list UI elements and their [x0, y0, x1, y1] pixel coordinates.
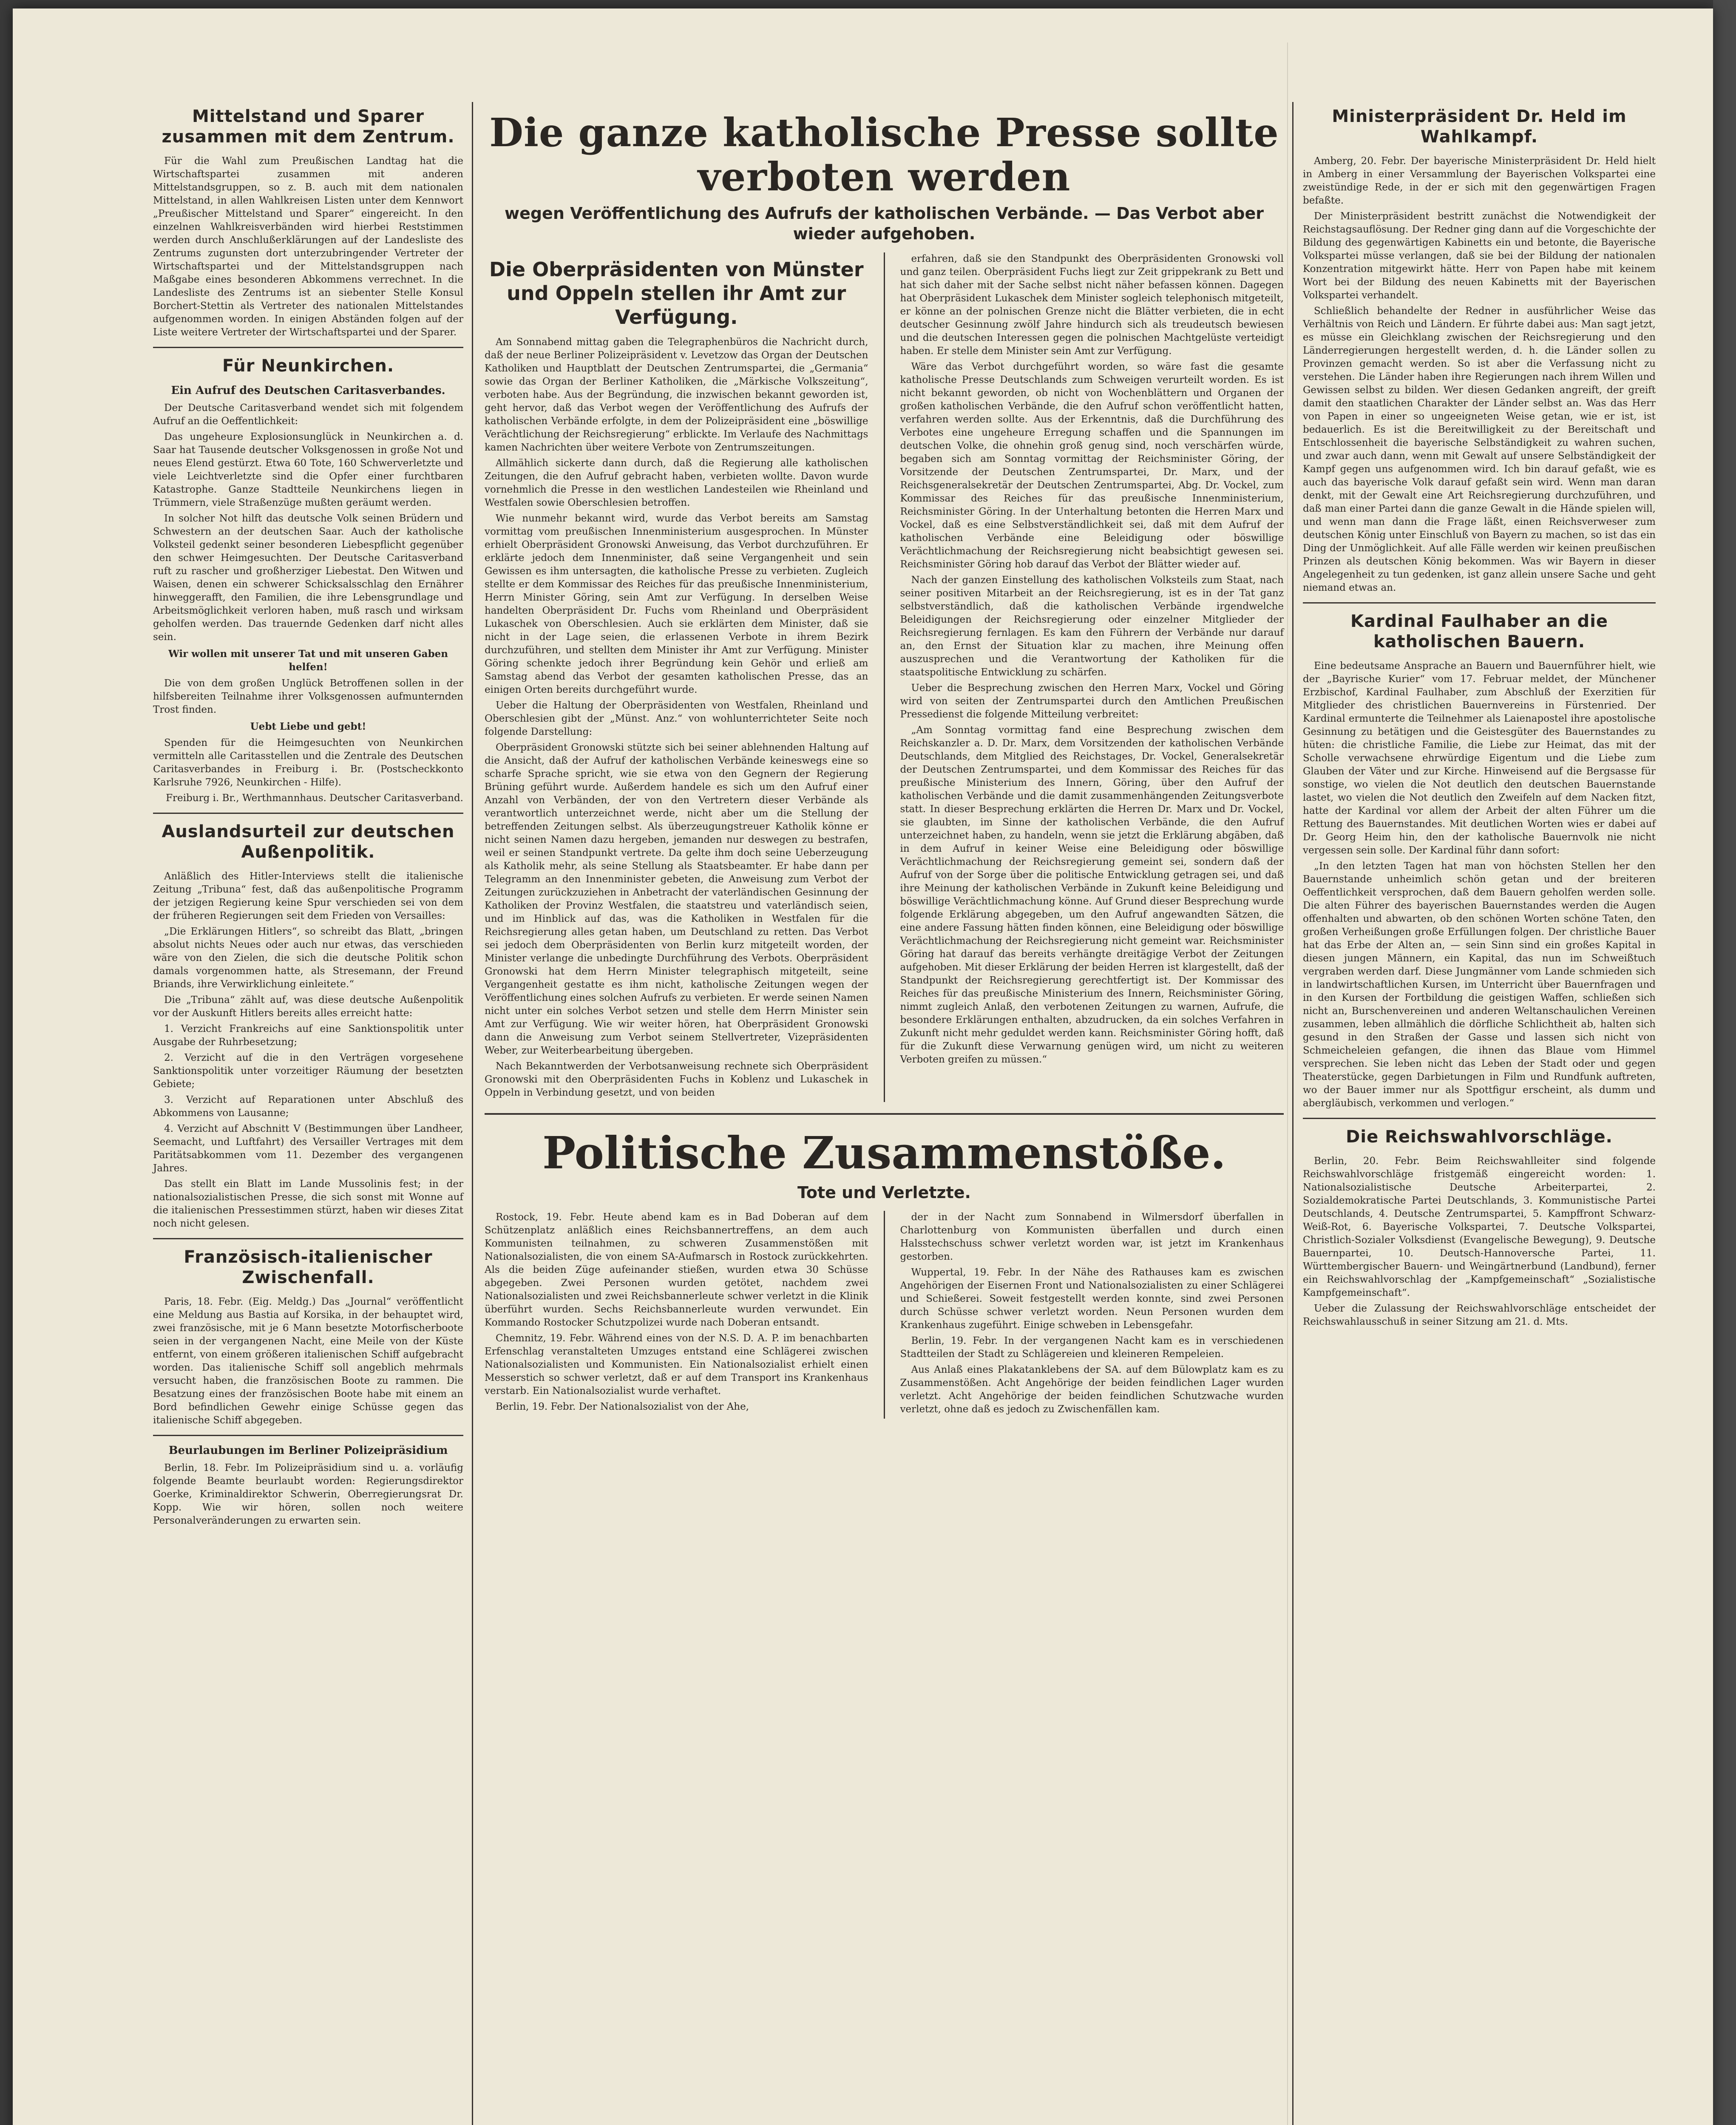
- newspaper-page: [13, 8, 1713, 2125]
- article-paragraph: 3. Verzicht auf Reparationen unter Abschluß des Abkommens von Lausanne;: [153, 1094, 463, 1119]
- article-paragraph: Die von dem großen Unglück Betroffenen sollen in der hilfsbereiten Teilnahme ihrer Volksgenossen aufmunternden Trost finden.: [153, 678, 463, 715]
- article-paragraph: Die „Tribuna“ zählt auf, was diese deutsche Außenpolitik vor der Auskunft Hitlers bereits alles erreicht hatte:: [153, 994, 463, 1019]
- scan-edge: [1713, 0, 1736, 2125]
- headline-mittelstand: Mittelstand und Sparer zusammen mit dem Zentrum.: [162, 107, 455, 147]
- article-paragraph: Berlin, 19. Febr. In der vergangenen Nacht kam es in verschiedenen Stadtteilen der Stadt zu Schlägereien und kleineren Rempeleien.: [900, 1335, 1284, 1360]
- article-paragraph: Ueber die Besprechung zwischen den Herren Marx, Vockel und Göring wird von seiten der Zentrumspartei durch den Amtlichen Preußischen Pressedienst die folgende Mitteilung verbreitet:: [900, 683, 1284, 720]
- main-article-col-1: [485, 252, 868, 1102]
- article-paragraph: „Am Sonntag vormittag fand eine Besprechung zwischen dem Reichskanzler a. D. Dr. Marx, dem Vorsitzenden der katholischen Verbände Deutschlands, dem Mitglied des Reichstages, Dr. Vockel, Generalsekretär der Deutschen Zentrumspartei, und dem Kommissar des Reiches für das preußische Ministerium des Innern, Göring, über den Aufruf der katholischen Verbände und die damit zusammenhängenden Zeitungsverbote statt. In dieser Besprechung erklärten die Herren Dr. Marx und Dr. Vockel, sie glaubten, im Sinne der katholischen Verbände, die den Aufruf unterzeichnet haben, zu handeln, wenn sie jetzt die Erklärung abgäben, daß in dem Aufruf in keiner Weise eine Beleidigung oder böswillige Verächtlichmachung der Reichsregierung gemeint sei, sondern daß der Aufruf von der Sorge über die politische Entwicklung getragen sei, und daß ihre Meinung der katholischen Verbände in Zukunft keine Beleidigung und böswillige Verächtlichmachung könne. Auf Grund dieser Besprechung wurde folgende Erklärung abgegeben, um den Aufruf angewandten Sätzen, die eine andere Fassung hätten finden können, eine Beleidigung oder böswillige Verächtlichmachung der Reichsregierung nicht gemeint war. Reichsminister Göring hat darauf das bereits verhängte dreitägige Verbot der Zeitungen aufgehoben. Mit dieser Erklärung der beiden Herren ist klargestellt, daß der Standpunkt der Reichsregierung gerechtfertigt ist. Der Kommissar des Reiches für das preußische Ministerium des Innern, Reichsminister Göring, nimmt zugleich Anlaß, den verbotenen Zeitungen zu warnen, Aufrufe, die besondere Erklärungen enthalten, abzudrucken, da ein solches Verfahren in Zukunft nicht mehr geduldet werden kann. Reichsminister Göring hofft, daß für die Zukunft diese Verwarnung genügen wird, um nicht zu weiteren Verboten greifen zu müssen.“: [900, 725, 1284, 1065]
- article-paragraph: Das stellt ein Blatt im Lande Mussolinis fest; in der nationalsozialistischen Presse, die sich sonst mit Wonne auf die italienischen Pressestimmen stürzt, haben wir dieses Zitat noch nicht gelesen.: [153, 1179, 463, 1229]
- main-article-col-2: [900, 252, 1284, 1102]
- appeal-emphasis: Wir wollen mit unserer Tat und mit unseren Gaben helfen!: [168, 648, 448, 673]
- article-paragraph: Chemnitz, 19. Febr. Während eines von der N.S. D. A. P. im benachbarten Erfenschlag veranstalteten Umzuges entstand eine Schlägerei zwischen Nationalsozialisten und Kommunisten. Ein Nationalsozialist erhielt einen Messerstich so schwer verletzt, daß er auf dem Transport ins Krankenhaus verstarb. Ein Nationalsozialist wurde verhaftet.: [485, 1333, 868, 1397]
- page-fold: [1287, 42, 1288, 2125]
- article-paragraph: 4. Verzicht auf Abschnitt V (Bestimmungen über Landheer, Seemacht, und Luftfahrt) des Versailler Vertrages mit dem Paritätsabkommen vom 11. Dezember des vergangenen Jahres.: [153, 1123, 463, 1174]
- headline-held: Ministerpräsident Dr. Held im Wahlkampf.: [1332, 107, 1627, 147]
- headline-neunkirchen: Für Neunkirchen.: [222, 356, 394, 376]
- divider: [1303, 602, 1656, 604]
- column-rule-left: [472, 102, 473, 2125]
- zusammenstoesse-subheadline: Tote und Verletzte.: [797, 1183, 971, 1202]
- divider: [1303, 1118, 1656, 1119]
- article-paragraph: Eine bedeutsame Ansprache an Bauern und Bauernführer hielt, wie der „Bayrische Kurier“ vom 17. Februar meldet, der Münchener Erzbischof, Kardinal Faulhaber, zum Abschluß der Exerzitien für Mitglieder des christlichen Bauernvereins in Fürstenried. Der Kardinal ermunterte die Teilnehmer als Laienapostel ihre apostolische Gesinnung zu betätigen und die Geistesgüter des Bauernstandes zu hüten: die christliche Familie, die Liebe zur Heimat, das mit der Scholle verwachsene ehrwürdige Eigentum und die Liebe zum Glauben der Väter und zur Kirche. Hinweisend auf die Bergsasse für sonstige, wo vielen die Not deutlich den deutschen Bauernstande lastet, wo vielen die Not deutlich den Zweifeln auf dem Nacken fitzt, hatte der Kardinal vor allem der Arbeit der alten Führer um die Rettung des Bauernstandes. Mit deutlichen Worten wies er dabei auf Dr. Georg Heim hin, den der katholische Bauernvolk nie nicht vergessen sein solle. Der Kardinal führ dann sofort:: [1303, 660, 1656, 856]
- appeal-motto: Uebt Liebe und gebt!: [250, 721, 366, 732]
- article-paragraph: Spenden für die Heimgesuchten von Neunkirchen vermitteln alle Caritasstellen und die Zentrale des Deutschen Caritasverbandes in Freiburg i. Br. (Postscheckkonto Karlsruhe 7926, Neunkirchen - Hilfe).: [153, 737, 463, 788]
- inner-rule-2: [884, 1211, 885, 1419]
- article-paragraph: 2. Verzicht auf die in den Verträgen vorgesehene Sanktionspolitik unter vorzeitiger Räumung der besetzten Gebiete;: [153, 1052, 463, 1090]
- article-paragraph: Das ungeheure Explosionsunglück in Neunkirchen a. d. Saar hat Tausende deutscher Volksgenossen in große Not und neues Elend gestürzt. Etwa 60 Tote, 160 Schwerverletzte und viele Leichtverletzte sind die Opfer einer furchtbaren Katastrophe. Ganze Stadtteile Neunkirchens liegen in Trümmern, viele Straßenzüge mußten geräumt werden.: [153, 431, 463, 508]
- article-paragraph: Nach Bekanntwerden der Verbotsanweisung rechnete sich Oberpräsident Gronowski mit den Oberpräsidenten Fuchs in Koblenz und Lukaschek in Oppeln in Verbindung gesetzt, und von beiden: [485, 1061, 868, 1098]
- zusammenstoesse-col-1: [485, 1211, 868, 1419]
- main-subheadline: wegen Veröffentlichung des Aufrufs der katholischen Verbände. — Das Verbot aber wieder aufgehoben.: [504, 204, 1264, 243]
- divider: [153, 347, 463, 348]
- article-paragraph: Schließlich behandelte der Redner in ausführlicher Weise das Verhältnis von Reich und Ländern. Er führte dabei aus: Man sagt jetzt, es müsse ein Gleichklang zwischen der Reichsregierung und den Länderregierungen hergestellt werden, d. h. die Länder sollen zu Provinzen gemacht werden. So ist aber die Verfassung nicht zu verstehen. Die Länder haben ihre Regierungen nach ihrem Willen und Gewissen selbst zu bilden. Wer diesen Gedanken angreift, der greift damit den staatlichen Charakter der Länder selbst an. Was das Herr von Papen in einer so ungeeigneten Weise getan, wie er ist, ist bedauerlich. Es ist die Bereitwilligkeit zu der Bereitschaft und Entschlossenheit die bayerische Selbständigkeit zu wahren suchen, und zwar auch dann, wenn mit Gewalt auf unsere Selbständigkeit der Kampf gegen uns aufgenommen wird. Ich bin darauf gefaßt, wie es auch das bayerische Volk darauf gefaßt sein wird. Wenn man daran denkt, mit der Gewalt eine Art Reichsregierung durchzuführen, und daß man einer Partei dann die ganze Gewalt in die Hände spielen will, und wenn man dann die Frage läßt, einen Reichsverweser zum deutschen König unter Einschluß von Bayern zu machen, so ist das ein Ding der Unmöglichkeit. Auf alle Fälle werden wir keinen preußischen Prinzen als deutschen König bekommen. Was wir Bayern in dieser Angelegenheit zu tun gedenken, ist ganz allein unsere Sache und geht niemand etwas an.: [1303, 306, 1656, 593]
- zusammenstoesse-headline: Politische Zusammenstöße.: [542, 1127, 1226, 1179]
- inner-rule: [884, 252, 885, 1102]
- article-paragraph: Wäre das Verbot durchgeführt worden, so wäre fast die gesamte katholische Presse Deutschlands zum Schweigen verurteilt worden. Es ist nicht bekannt geworden, ob nicht von Wochenblättern und Organen der großen katholischen Verbände, die den Aufruf schon veröffentlicht hatten, verfahren werden sollte. Aus der Erkenntnis, daß die Durchführung des Verbotes eine ungeheure Erregung schaffen und die Spannungen im deutschen Volke, die ohnehin groß genug sind, noch verschärfen würde, begaben sich am Sonntag vormittag der Reichsminister Göring, der Vorsitzende der Deutschen Zentrumspartei, Dr. Marx, und der Reichsgeneralsekretär der Deutschen Zentrumspartei, Abg. Dr. Vockel, zum Kommissar des Reiches für das preußische Innenministerium, Reichsminister Göring. In der Unterhaltung betonten die Herren Marx und Vockel, daß es eine Selbstverständlichkeit sei, daß mit dem Aufruf der katholischen Verbände eine Beleidigung oder böswillige Verächtlichmachung der Reichsregierung nicht beabsichtigt gewesen sei. Reichsminister Göring hob darauf das Verbot der Blätter wieder auf.: [900, 361, 1284, 570]
- article-paragraph: Wie nunmehr bekannt wird, wurde das Verbot bereits am Samstag vormittag vom preußischen Innenministerium ausgesprochen. In Münster erhielt Oberpräsident Gronowski Anweisung, das Verbot durchzuführen. Er erklärte jedoch dem Innenminister, daß seine Vergangenheit und sein Gewissen es ihm untersagten, die katholische Presse zu verbieten. Zugleich stellte er dem Kommissar des Reiches für das preußische Innenministerium, Herrn Minister Göring, sein Amt zur Verfügung. In derselben Weise handelten Oberpräsident Dr. Fuchs vom Rheinland und Oberpräsident Lukaschek von Oberschlesien. Auch sie erklärten dem Minister, daß sie nicht in der Lage seien, die erlassenen Verbote in ihrem Bezirk durchzuführen, und stellten dem Minister ihr Amt zur Verfügung. Minister Göring schenkte jedoch ihrer Begründung kein Gehör und erließ am Samstag abend das Verbot der gesamten katholischen Presse, das an einigen Orten bereits durchgeführt wurde.: [485, 513, 868, 695]
- divider: [153, 813, 463, 814]
- article-paragraph: Anläßlich des Hitler-Interviews stellt die italienische Zeitung „Tribuna“ fest, daß das außenpolitische Programm der jetzigen Regierung keine Spur verschieden sei von dem der früheren Regierungen seit dem Frieden von Versailles:: [153, 871, 463, 921]
- article-paragraph: Für die Wahl zum Preußischen Landtag hat die Wirtschaftspartei zusammen mit anderen Mittelstandsgruppen, so z. B. auch mit dem nationalen Mittelstand, in allen Wahlkreisen Listen unter dem Kennwort „Preußischer Mittelstand und Sparer“ eingereicht. In den einzelnen Wahlkreisverbänden wird hierbei Reststimmen werden durch Anschlußerklärungen auf der Landesliste des Zentrums zugunsten dort unterzubringender Vertreter der Wirtschaftspartei und der Mittelstandsgruppen nach Maßgabe eines besonderen Abkommens verrechnet. In die Landesliste des Zentrums ist an siebenter Stelle Konsul Borchert-Stettin als Vertreter des nationalen Mittelstandes aufgenommen worden. In einigen Abständen folgen auf der Liste weitere Vertreter der Wirtschaftspartei und der Sparer.: [153, 156, 463, 338]
- article-paragraph: Am Sonnabend mittag gaben die Telegraphenbüros die Nachricht durch, daß der neue Berliner Polizeipräsident v. Levetzow das Organ der Deutschen Katholiken und Hauptblatt der Deutschen Zentrumspartei, die „Germania“ sowie das Organ der Berliner Katholiken, die „Märkische Volkszeitung“, verboten habe. Aus der Begründung, die inzwischen bekannt geworden ist, geht hervor, daß das Verbot wegen der Veröffentlichung des Aufrufs der katholischen Verbände erfolgte, in dem der Polizeipräsident eine „böswillige Verächtlichung der Reichsregierung“ erblickte. Im Verlaufe des Nachmittags kamen Nachrichten über weitere Verbote von Zentrumszeitungen.: [485, 337, 868, 453]
- divider: [153, 1238, 463, 1239]
- right-column: [1303, 102, 1656, 1331]
- article-paragraph: Ueber die Zulassung der Reichswahlvorschläge entscheidet der Reichswahlausschuß in seiner Sitzung am 21. d. Mts.: [1303, 1303, 1656, 1327]
- zusammenstoesse-body: [485, 1211, 1284, 1419]
- article-paragraph: Aus Anlaß eines Plakatanklebens der SA. auf dem Bülowplatz kam es zu Zusammenstößen. Acht Angehörige der beiden feindlichen Lager wurden verletzt. Acht Angehörige der beiden feindlichen Schutzwache wurden verletzt, ohne daß es jedoch zu Zwischenfällen kam.: [900, 1364, 1284, 1415]
- article-paragraph: Rostock, 19. Febr. Heute abend kam es in Bad Doberan auf dem Schützenplatz anläßlich eines Reichsbannertreffens, an dem auch Kommunisten teilnahmen, zu schweren Zusammenstößen mit Nationalsozialisten, die von einem SA-Aufmarsch in Rostock zurückkehrten. Als die beiden Züge aufeinander stießen, wurden etwa 30 Schüsse abgegeben. Zwei Personen wurden getötet, nachdem zwei Nationalsozialisten und zwei Reichsbannerleute schwer verletzt in die Klinik überführt wurden. Sechs Reichsbannerleute wurden verwundet. Ein Kommando Rostocker Schutzpolizei wurde nach Doberan entsandt.: [485, 1212, 868, 1328]
- article-paragraph: „In den letzten Tagen hat man von höchsten Stellen her den Bauernstande unheimlich schön getan und der breiteren Oeffentlichkeit versprochen, daß dem Bauern geholfen werden solle. Die alten Führer des bayerischen Bauernstandes werden die Augen offenhalten und abwarten, ob den schönen Worten schöne Taten, den großen Verheißungen große Erfüllungen folgen. Der christliche Bauer hat das Erbe der Alten an, — sein Sinn sind ein großes Kapital in diesen jungen Männern, ein Kapital, das nun im Schweißtuch vergraben werden darf. Diese Jungmänner vom Lande schmieden sich in landwirtschaftlichen Kursen, im Unterricht über Bauernfragen und in den Kursen der Fortbildung die geistigen Waffen, schließen sich nicht an, Burschenvereinen und anderen Weltanschaulichen Vereinen zusammen, leben allmählich die dörfliche Schlichtheit ab, halten sich gesund in den Straßen der Gasse und lassen sich nicht von Schmeicheleien gefangen, die ihnen das Blaue vom Himmel versprechen. Sie leben nicht das Leben der Stadt oder und gegen Theaterstücke, gegen Darbietungen in Film und Rundfunk auftreten, wo der Bauer immer nur als Spottfigur erscheint, als dumm und abergläubisch, verkommen und verlogen.“: [1303, 861, 1656, 1109]
- article-paragraph: Der Deutsche Caritasverband wendet sich mit folgendem Aufruf an die Oeffentlichkeit:: [153, 402, 463, 427]
- headline-faulhaber: Kardinal Faulhaber an die katholischen Bauern.: [1350, 612, 1608, 652]
- article-paragraph: Nach der ganzen Einstellung des katholischen Volksteils zum Staat, nach seiner positiven Mitarbeit an der Reichsregierung, ist es in der Tat ganz selbstverständlich, daß die katholischen Verbände irgendwelche Beleidigungen der Reichsregierung oder einzelner Mitglieder der Reichsregierung fernlagen. Es kam den Führern der Verbände nur darauf an, den Ernst der Situation klar zu machen, ihre Meinung offen auszusprechen und die Verantwortung der Katholiken für die staatspolitische Entwicklung zu schärfen.: [900, 575, 1284, 678]
- article-paragraph: erfahren, daß sie den Standpunkt des Oberpräsidenten Gronowski voll und ganz teilen. Oberpräsident Fuchs liegt zur Zeit grippekrank zu Bett und hat sich daher mit der Sache selbst nicht näher befassen können. Dagegen hat Oberpräsident Lukaschek dem Minister sogleich telephonisch mitgeteilt, er könne an der polnischen Grenze nicht die Blätter verbieten, die in echt deutscher Gesinnung zwölf Jahre hindurch sich als treudeutsch bewiesen und die deutschen Interessen gegen die polnischen Machtgelüste verteidigt haben. Er stelle dem Minister sein Amt zur Verfügung.: [900, 253, 1284, 357]
- headline-auslandsurteil: Auslandsurteil zur deutschen Außenpolitik.: [162, 822, 455, 862]
- headline-reichswahlvorschlaege: Die Reichswahlvorschläge.: [1346, 1127, 1613, 1147]
- divider: [153, 1435, 463, 1436]
- article-paragraph: Allmählich sickerte dann durch, daß die Regierung alle katholischen Zeitungen, die den Aufruf gebracht haben, verbieten wollte. Davon wurde vornehmlich die Presse in den westlichen Landesteilen wie Rheinland und Westfalen sowie Oberschlesien betroffen.: [485, 458, 868, 508]
- article-paragraph: In solcher Not hilft das deutsche Volk seinen Brüdern und Schwestern an der deutschen Saar. Auch der katholische Volksteil gedenkt seiner besonderen Liebespflicht gegenüber den schwer Heimgesuchten. Der Deutsche Caritasverband ruft zu rascher und großherziger Liebestat. Den Witwen und Waisen, denen ein schwerer Schicksalsschlag den Ernährer hinweggerafft, den Familien, die ihre Lebensgrundlage und Arbeitsmöglichkeit verloren haben, muß rasch und wirksam geholfen werden. Das trauernde Gedenken darf nicht alles sein.: [153, 513, 463, 643]
- headline-beurlaubungen: Beurlaubungen im Berliner Polizeipräsidium: [168, 1444, 448, 1457]
- article-paragraph: Amberg, 20. Febr. Der bayerische Ministerpräsident Dr. Held hielt in Amberg in einer Versammlung der Bayerischen Volkspartei eine zweistündige Rede, in der er sich mit den gegenwärtigen Fragen befaßte.: [1303, 156, 1656, 206]
- article-paragraph: „Die Erklärungen Hitlers“, so schreibt das Blatt, „bringen absolut nichts Neues oder auch nur etwas, das verschieden wäre von den Zielen, die sich die deutsche Politik schon damals vorgenommen hatte, als Stresemann, der Freund Briands, ihre Verwirklichung einleitete.“: [153, 926, 463, 990]
- article-paragraph: Der Ministerpräsident bestritt zunächst die Notwendigkeit der Reichstagsauflösung. Der Redner ging dann auf die Vorgeschichte der Bildung des gegenwärtigen Kabinetts ein und betonte, die Bayerische Volkspartei müsse verlangen, daß sie bei der Bildung der nationalen Konzentration mitgewirkt hätte. Herr von Papen habe mit keinem Wort bei der Bildung des neuen Kabinetts mit der Bayerischen Volkspartei verhandelt.: [1303, 211, 1656, 301]
- main-article-body: [485, 252, 1284, 1102]
- column-rule-right: [1292, 102, 1293, 2125]
- main-headline: Die ganze katholische Presse sollte verboten werden: [489, 110, 1279, 200]
- article-paragraph: Wuppertal, 19. Febr. In der Nähe des Rathauses kam es zwischen Angehörigen der Eisernen Front und Nationalsozialisten zu einer Schlägerei und Schießerei. Soweit festgestellt werden konnte, sind zwei Personen durch Schüsse schwer verletzt worden. Neun Personen wurden dem Krankenhaus zugeführt. Einige schweben in Lebensgefahr.: [900, 1267, 1284, 1331]
- oberpraesidenten-headline: Die Oberpräsidenten von Münster und Oppeln stellen ihr Amt zur Verfügung.: [489, 258, 864, 329]
- headline-zwischenfall: Französisch-italienischer Zwischenfall.: [184, 1247, 433, 1287]
- article-paragraph: Berlin, 18. Febr. Im Polizeipräsidium sind u. a. vorläufig folgende Beamte beurlaubt worden: Regierungsdirektor Goerke, Kriminaldirektor Schwerin, Oberregierungsrat Dr. Kopp. Wie wir hören, sollen noch weitere Personalveränderungen zu erwarten sein.: [153, 1462, 463, 1526]
- article-paragraph: 1. Verzicht Frankreichs auf eine Sanktionspolitik unter Ausgabe der Ruhrbesetzung;: [153, 1023, 463, 1048]
- article-paragraph: Berlin, 19. Febr. Der Nationalsozialist von der Ahe,: [496, 1401, 749, 1412]
- article-paragraph: Berlin, 20. Febr. Beim Reichswahlleiter sind folgende Reichswahlvorschläge fristgemäß eingereicht worden: 1. Nationalsozialistische Deutsche Arbeiterpartei, 2. Sozialdemokratische Partei Deutschlands, 3. Kommunistische Partei Deutschlands, 4. Deutsche Zentrumspartei, 5. Kampffront Schwarz-Weiß-Rot, 6. Bayerische Volkspartei, 7. Deutsche Volkspartei, Christlich-Sozialer Volksdienst (Evangelische Bewegung), 9. Deutsche Bauernpartei, 10. Deutsch-Hannoversche Partei, 11. Württembergischer Bauern- und Weingärtnerbund (Landbund), ferner ein Reichswahlvorschlag der „Kampfgemeinschaft“ „Sozialistische Kampfgemeinschaft“.: [1303, 1156, 1656, 1298]
- zusammenstoesse-col-2: [900, 1211, 1284, 1419]
- article-paragraph: Paris, 18. Febr. (Eig. Meldg.) Das „Journal“ veröffentlicht eine Meldung aus Bastia auf Korsika, in der behauptet wird, zwei französische, mit je 6 Mann besetzte Motorfischerboote seien in der vergangenen Nacht, eine Meile von der Küste entfernt, von einem größeren italienischen Schiff aufgebracht worden. Das italienische Schiff soll angeblich mehrmals versucht haben, die französischen Boote zu rammen. Die Besatzung eines der französischen Boote habe mit einem an Bord befindlichen Gewehr einige Schüsse gegen das italienische Schiff abgegeben.: [153, 1296, 463, 1426]
- article-paragraph: Oberpräsident Gronowski stützte sich bei seiner ablehnenden Haltung auf die Ansicht, daß der Aufruf der katholischen Verbände keineswegs eine so scharfe Sprache spricht, wie sie etwa von den Gegnern der Regierung Brüning geführt wurde. Außerdem handele es sich um den Aufruf einer Anzahl von Verbänden, der von den Vertretern dieser Verbände als verantwortlich unterzeichnet werde, nicht aber um die Stellung der betreffenden Zeitungen selbst. Als überzeugungstreuer Katholik könne er nicht seinen Namen dazu hergeben, jemanden nur deswegen zu bestrafen, weil er seinen Standpunkt vertrete. Da gelte ihm doch seine Ueberzeugung als Katholik mehr, als seine Stellung als Staatsbeamter. Er habe dann per Telegramm an den Innenminister gebeten, die Anweisung zum Verbot der Zeitungen zurückzuziehen in Anbetracht der vaterländischen Gesinnung der Katholiken der Provinz Westfalen, die staatstreu und vaterländisch seien, und im Hinblick auf das, was die Katholiken in Westfalen für die Reichsregierung alles getan haben, um Deutschland zu retten. Das Verbot sei jedoch dem Oberpräsidenten von Berlin kurz mitgeteilt worden, der Minister verlange die unbedingte Durchführung des Verbots. Oberpräsident Gronowski hat dem Herrn Minister telegraphisch mitgeteilt, seine Vergangenheit gestatte es ihm nicht, katholische Zeitungen wegen der Veröffentlichung eines solchen Aufrufs zu verbieten. Er werde seinen Namen nicht unter ein solches Verbot setzen und stelle dem Herrn Minister sein Amt zur Verfügung. Wie wir weiter hören, hat Oberpräsident Gronowski dann die Anweisung zum Verbot seinem Stellvertreter, Vizepräsidenten Weber, zur Weiterbearbeitung übergeben.: [485, 742, 868, 1056]
- section-divider: [485, 1113, 1284, 1115]
- signature: Freiburg i. Br., Werthmannhaus. Deutscher Caritasverband.: [166, 793, 463, 804]
- article-paragraph: Ueber die Haltung der Oberpräsidenten von Westfalen, Rheinland und Oberschlesien gibt der „Münst. Anz.“ von wohlunterrichteter Seite noch folgende Darstellung:: [485, 700, 868, 737]
- middle-column: [485, 102, 1284, 1419]
- subheadline-caritas: Ein Aufruf des Deutschen Caritasverbandes.: [171, 384, 445, 397]
- left-column: [153, 102, 463, 1530]
- article-paragraph: der in der Nacht zum Sonnabend in Wilmersdorf überfallen in Charlottenburg von Kommunisten überfallen und durch einen Halsstechschuss schwer verletzt worden war, ist jetzt im Krankenhaus gestorben.: [900, 1212, 1284, 1262]
